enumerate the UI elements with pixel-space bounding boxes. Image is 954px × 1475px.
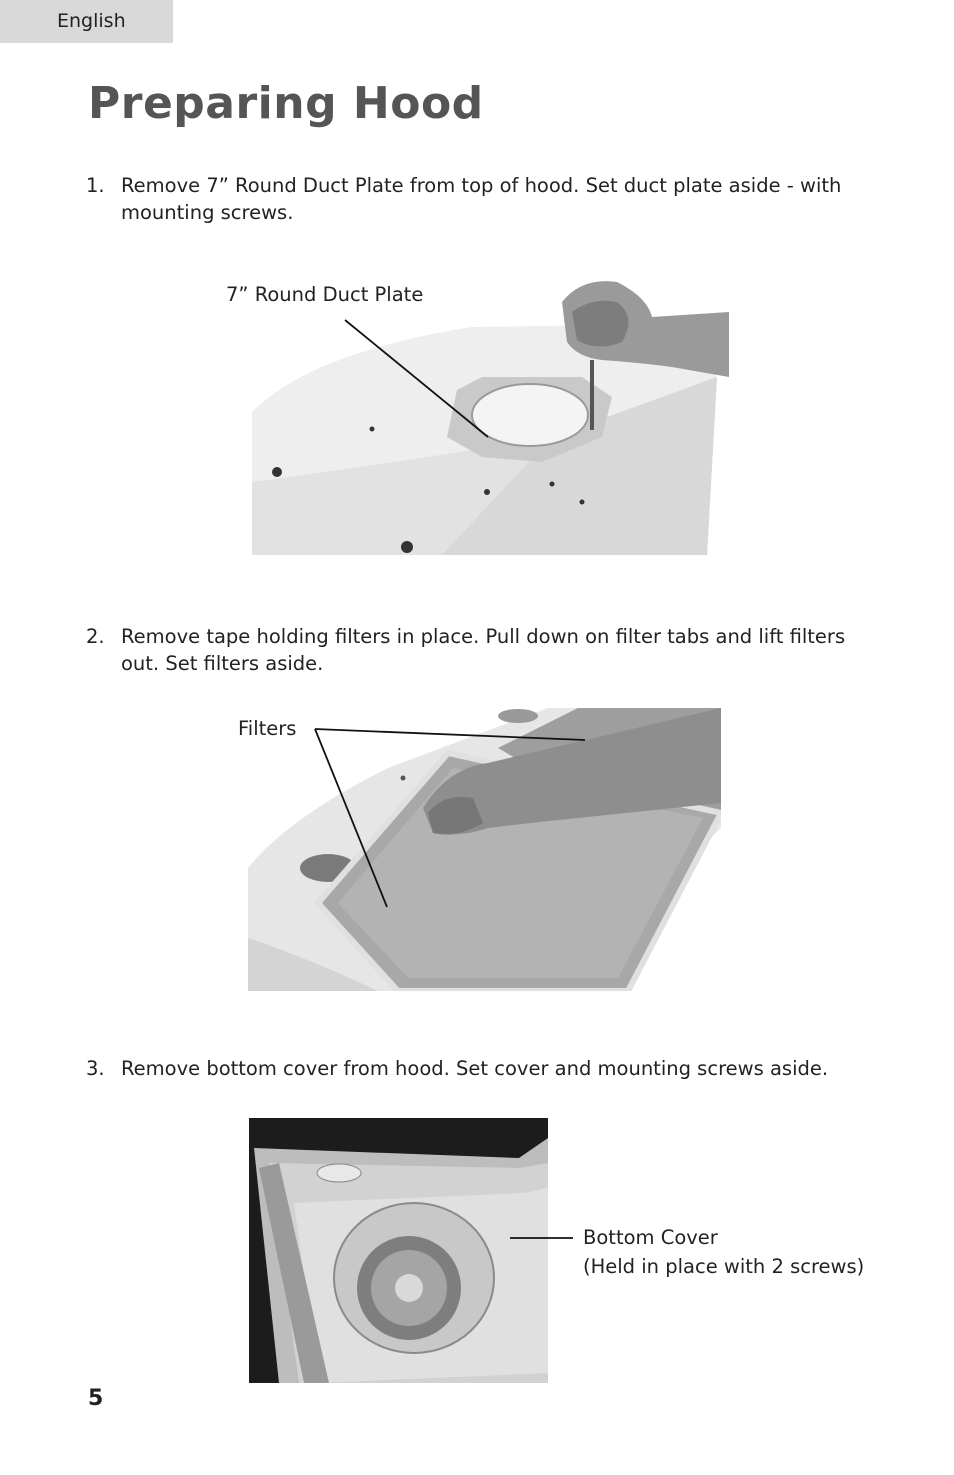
step-text: Remove bottom cover from hood. Set cover and mounting screws aside. xyxy=(121,1057,829,1080)
filters-callout: Filters xyxy=(238,717,297,740)
photo-filters-removal xyxy=(248,708,721,991)
bottom-cover-label: Bottom Cover xyxy=(583,1226,718,1249)
photo-bottom-cover xyxy=(249,1118,548,1383)
page-number: 5 xyxy=(88,1386,104,1411)
step-3 xyxy=(86,1055,886,1082)
step-1 xyxy=(86,172,886,226)
duct-plate-callout: 7” Round Duct Plate xyxy=(226,283,424,306)
step-text: Remove 7” Round Duct Plate from top of hood. Set duct plate aside - with mounting screws. xyxy=(121,174,842,224)
language-tab: English xyxy=(0,0,173,43)
step-text: Remove tape holding filters in place. Pull down on filter tabs and lift filters out. Set filters aside. xyxy=(121,625,846,675)
step-number: 1. xyxy=(86,174,105,197)
bottom-cover-note: (Held in place with 2 screws) xyxy=(583,1255,865,1278)
page-title: Preparing Hood xyxy=(88,78,484,129)
step-number: 3. xyxy=(86,1057,105,1080)
photo-duct-plate-removal xyxy=(252,272,729,555)
bottom-cover-callout xyxy=(583,1223,864,1281)
step-number: 2. xyxy=(86,625,105,648)
step-2 xyxy=(86,623,886,677)
